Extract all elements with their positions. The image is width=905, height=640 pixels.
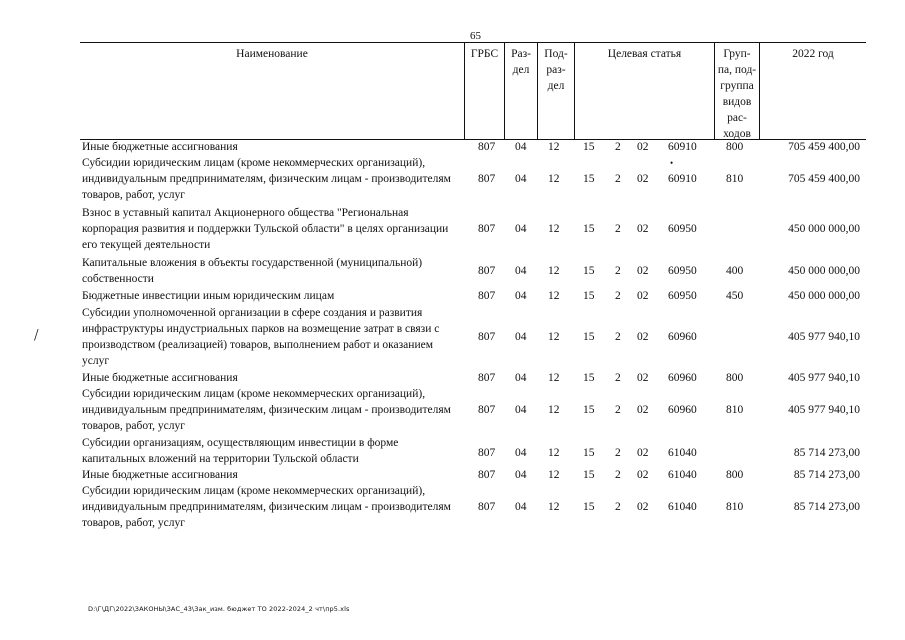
- cell-podrazdel: 12: [548, 404, 560, 416]
- cell-razdel: 04: [515, 290, 527, 302]
- header-podrazdel: Под- раз- дел: [538, 43, 575, 139]
- cell-target-1: 15: [583, 404, 595, 416]
- cell-target-2: 2: [615, 290, 621, 302]
- cell-razdel: 04: [515, 265, 527, 277]
- cell-target-1: 15: [583, 173, 595, 185]
- cell-group: 800: [726, 141, 744, 153]
- cell-group: 800: [726, 469, 744, 481]
- cell-grbs: 807: [478, 404, 496, 416]
- cell-podrazdel: 12: [548, 372, 560, 384]
- cell-grbs: 807: [478, 173, 496, 185]
- cell-podrazdel: 12: [548, 141, 560, 153]
- header-group: Груп- па, под- группа видов рас- ходов: [715, 43, 760, 139]
- cell-target-3: 02: [637, 141, 649, 153]
- table-header: [80, 42, 866, 140]
- cell-target-1: 15: [583, 501, 595, 513]
- table-row: [80, 288, 866, 304]
- cell-target-1: 15: [583, 290, 595, 302]
- cell-target-2: 2: [615, 331, 621, 343]
- cell-target-3: 02: [637, 501, 649, 513]
- row-name: Капитальные вложения в объекты государственной (муниципальной) собственности: [82, 257, 423, 285]
- cell-group: 800: [726, 372, 744, 384]
- cell-target-4: 60910: [668, 173, 697, 185]
- cell-amount: 85 714 273,00: [793, 501, 860, 513]
- cell-podrazdel: 12: [548, 265, 560, 277]
- header-target: Целевая статья: [575, 43, 715, 139]
- cell-grbs: 807: [478, 447, 496, 459]
- table-row: [80, 139, 866, 155]
- table-row: [80, 255, 866, 287]
- cell-target-1: 15: [583, 372, 595, 384]
- cell-podrazdel: 12: [548, 447, 560, 459]
- row-name: Иные бюджетные ассигнования: [82, 469, 238, 481]
- cell-podrazdel: 12: [548, 223, 560, 235]
- cell-target-4: 60960: [668, 404, 697, 416]
- file-path: D:\Г\ДГ\2022\ЗАКОНЫ\ЗАС_43\Зак_изм. бюджет ТО 2022-2024_2 чт\пр5.xls: [88, 605, 350, 613]
- cell-razdel: 04: [515, 469, 527, 481]
- table-row: [80, 155, 866, 203]
- row-name: Субсидии организациям, осуществляющим инвестиции в форме капитальных вложений на территории Тульской области: [82, 437, 399, 465]
- cell-podrazdel: 12: [548, 290, 560, 302]
- cell-razdel: 04: [515, 404, 527, 416]
- cell-target-1: 15: [583, 141, 595, 153]
- cell-group: 400: [726, 265, 744, 277]
- cell-target-2: 2: [615, 469, 621, 481]
- cell-podrazdel: 12: [548, 501, 560, 513]
- row-name: Субсидии юридическим лицам (кроме некоммерческих организаций), индивидуальным предпринимателям, физическим лицам - производителям товаров, работ, услуг: [82, 157, 451, 201]
- header-name: Наименование: [80, 43, 465, 139]
- cell-razdel: 04: [515, 501, 527, 513]
- ink-dot: •: [670, 158, 674, 168]
- cell-target-2: 2: [615, 501, 621, 513]
- cell-podrazdel: 12: [548, 469, 560, 481]
- table-row: [80, 305, 866, 369]
- cell-target-4: 60960: [668, 331, 697, 343]
- header-year: 2022 год: [792, 48, 834, 60]
- cell-podrazdel: 12: [548, 331, 560, 343]
- cell-amount: 450 000 000,00: [788, 290, 860, 302]
- cell-target-4: 60950: [668, 265, 697, 277]
- cell-target-3: 02: [637, 265, 649, 277]
- cell-group: 450: [726, 290, 744, 302]
- header-grbs: ГРБС: [465, 43, 505, 139]
- cell-podrazdel: 12: [548, 173, 560, 185]
- cell-grbs: 807: [478, 223, 496, 235]
- cell-target-3: 02: [637, 447, 649, 459]
- cell-target-3: 02: [637, 173, 649, 185]
- cell-razdel: 04: [515, 331, 527, 343]
- cell-razdel: 04: [515, 223, 527, 235]
- cell-razdel: 04: [515, 372, 527, 384]
- header-razdel: Раз- дел: [505, 43, 538, 139]
- pen-mark: /: [32, 326, 40, 345]
- cell-group: 810: [726, 173, 744, 185]
- cell-target-1: 15: [583, 331, 595, 343]
- cell-target-4: 61040: [668, 447, 697, 459]
- cell-target-3: 02: [637, 404, 649, 416]
- row-name: Иные бюджетные ассигнования: [82, 372, 238, 384]
- cell-target-2: 2: [615, 404, 621, 416]
- cell-amount: 85 714 273,00: [793, 447, 860, 459]
- cell-razdel: 04: [515, 141, 527, 153]
- cell-target-4: 60950: [668, 223, 697, 235]
- cell-target-1: 15: [583, 469, 595, 481]
- cell-target-2: 2: [615, 141, 621, 153]
- cell-target-3: 02: [637, 372, 649, 384]
- table-row: [80, 205, 866, 253]
- table-row: [80, 467, 866, 483]
- cell-grbs: 807: [478, 501, 496, 513]
- cell-target-2: 2: [615, 173, 621, 185]
- cell-target-4: 60950: [668, 290, 697, 302]
- cell-group: 810: [726, 501, 744, 513]
- row-name: Субсидии юридическим лицам (кроме некоммерческих организаций), индивидуальным предпринимателям, физическим лицам - производителям товаров, работ, услуг: [82, 485, 451, 529]
- cell-amount: 405 977 940,10: [788, 372, 860, 384]
- cell-target-3: 02: [637, 331, 649, 343]
- cell-amount: 85 714 273,00: [793, 469, 860, 481]
- cell-amount: 405 977 940,10: [788, 331, 860, 343]
- table-row: [80, 386, 866, 434]
- cell-target-2: 2: [615, 447, 621, 459]
- cell-target-4: 61040: [668, 501, 697, 513]
- cell-amount: 450 000 000,00: [788, 223, 860, 235]
- cell-razdel: 04: [515, 173, 527, 185]
- cell-target-4: 60960: [668, 372, 697, 384]
- cell-target-3: 02: [637, 290, 649, 302]
- table-row: [80, 483, 866, 531]
- cell-target-1: 15: [583, 223, 595, 235]
- row-name: Бюджетные инвестиции иным юридическим лицам: [82, 290, 335, 302]
- table-row: [80, 370, 866, 386]
- table-body: [80, 139, 866, 531]
- cell-grbs: 807: [478, 372, 496, 384]
- cell-amount: 405 977 940,10: [788, 404, 860, 416]
- cell-amount: 705 459 400,00: [788, 173, 860, 185]
- row-name: Субсидии юридическим лицам (кроме некоммерческих организаций), индивидуальным предпринимателям, физическим лицам - производителям товаров, работ, услуг: [82, 388, 451, 432]
- cell-amount: 450 000 000,00: [788, 265, 860, 277]
- cell-grbs: 807: [478, 265, 496, 277]
- cell-group: 810: [726, 404, 744, 416]
- cell-target-3: 02: [637, 469, 649, 481]
- cell-target-3: 02: [637, 223, 649, 235]
- cell-target-1: 15: [583, 265, 595, 277]
- cell-grbs: 807: [478, 469, 496, 481]
- cell-target-4: 61040: [668, 469, 697, 481]
- page-number: 65: [470, 30, 481, 42]
- cell-grbs: 807: [478, 331, 496, 343]
- cell-grbs: 807: [478, 141, 496, 153]
- cell-target-2: 2: [615, 223, 621, 235]
- cell-target-1: 15: [583, 447, 595, 459]
- row-name: Иные бюджетные ассигнования: [82, 141, 238, 153]
- cell-target-4: 60910: [668, 141, 697, 153]
- table-row: [80, 435, 866, 467]
- row-name: Субсидии уполномоченной организации в сфере создания и развития инфраструктуры индустриальных парков на возмещение затрат в связи с производством (реализацией) товаров, выполнением работ и оказанием услуг: [82, 307, 440, 367]
- cell-razdel: 04: [515, 447, 527, 459]
- cell-grbs: 807: [478, 290, 496, 302]
- cell-amount: 705 459 400,00: [788, 141, 860, 153]
- row-name: Взнос в уставный капитал Акционерного общества "Региональная корпорация развития и поддержки Тульской области" в целях организации его текущей деятельности: [82, 207, 449, 251]
- cell-target-2: 2: [615, 372, 621, 384]
- cell-target-2: 2: [615, 265, 621, 277]
